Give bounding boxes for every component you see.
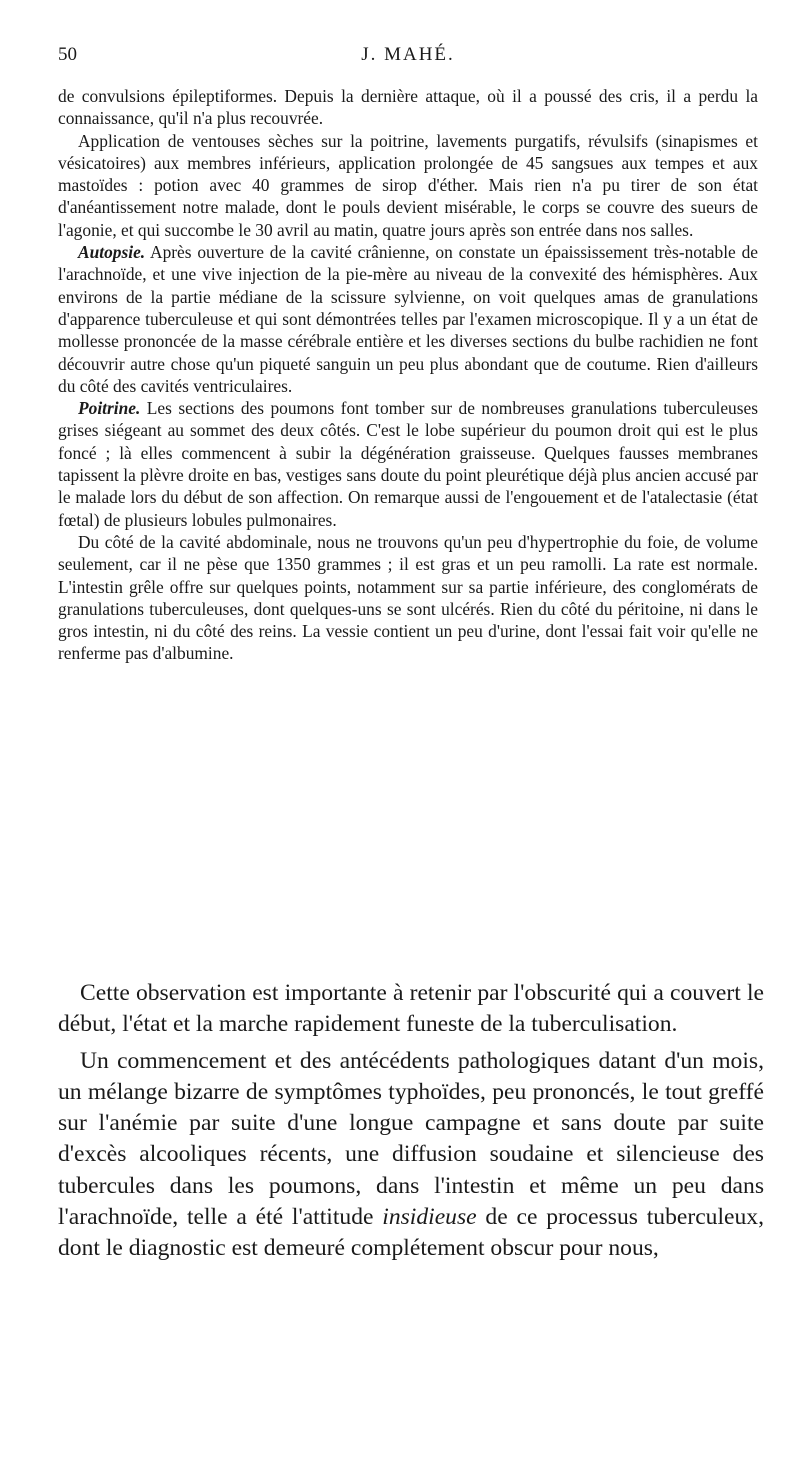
page-number: 50 — [58, 44, 77, 65]
summary-text-end: de ce processus tuberculeux, dont le diagnostic est demeuré complétement obscur pour nous, — [58, 1203, 764, 1261]
paragraph-chest — [58, 397, 758, 531]
paragraph-treatment: Application de ventouses sèches sur la poitrine, lavements purgatifs, révulsifs (sinapismes et vésicatoires) aux membres inférieurs, application prolongée de 45 sangsues aux tempes et aux mastoïdes : potion avec 40 grammes de sirop d'éther. Mais rien n'a pu tirer de son état d'anéantissement notre malade, dont le pouls devient misérable, le corps se couvre des sueurs de l'agonie, et qui succombe le 30 avril au matin, quatre jours après son entrée dans nos salles. — [58, 130, 758, 240]
paragraph-summary — [58, 1046, 764, 1264]
paragraph-convulsions: de convulsions épileptiformes. Depuis la dernière attaque, où il a poussé des cris, il a perdu la connaissance, qu'il n'a plus recouvrée. — [58, 86, 758, 129]
autopsy-heading: Autopsie. — [78, 242, 146, 263]
observation-text — [58, 85, 758, 665]
autopsy-text: Après ouverture de la cavité crânienne, on constate un épaississement très-notable de l'arachnoïde, et une vive injection de la pie-mère au niveau de la convexité des hémisphères. Aux environs de la partie médiane de la scissure sylvienne, on voit quelques amas de granulations d'apparence tuberculeuse et qui sont démontrées telles par l'examen microscopique. Il y a un état de mollesse prononcée de la masse cérébrale entière et les diverses sections du bulbe rachidien ne font découvrir autre chose qu'un piqueté sanguin un peu plus abondant que de coutume. Rien d'ailleurs du côté des cavités ventriculaires. — [58, 242, 758, 396]
paragraph-importance: Cette observation est importante à retenir par l'obscurité qui a couvert le début, l'état et la marche rapidement funeste de la tuberculisation. — [58, 980, 764, 1038]
summary-text-start: Un commencement et des antécédents pathologiques datant d'un mois, un mélange bizarre de symptômes typhoïdes, peu prononcés, le tout greffé sur l'anémie par suite d'une longue campagne et sans doute par suite d'excès alcooliques récents, une diffusion soudaine et silencieuse des tubercules dans les poumons, dans l'intestin et même un peu dans l'arachnoïde, telle a été l'attitude — [58, 1048, 764, 1230]
chest-heading: Poitrine. — [78, 398, 141, 419]
running-title: J. MAHÉ. — [361, 44, 455, 65]
summary-italic-word: insidieuse — [382, 1203, 477, 1230]
paragraph-autopsy — [58, 241, 758, 397]
chest-text: Les sections des poumons font tomber sur de nombreuses granulations tuberculeuses grises siégeant au sommet des deux côtés. C'est le lobe supérieur du poumon droit qui est le plus foncé ; là elles commencent à subir la dégénération graisseuse. Quelques fausses membranes tapissent la plèvre droite en bas, vestiges sans doute du point pleurétique déjà plus ancien accusé par le malade lors du début de son affection. On remarque aussi de l'engouement et de l'atalectasie (état fœtal) de plusieurs lobules pulmonaires. — [58, 398, 758, 530]
running-head — [58, 44, 758, 74]
paragraph-abdomen: Du côté de la cavité abdominale, nous ne trouvons qu'un peu d'hypertrophie du foie, de volume seulement, car il ne pèse que 1350 grammes ; il est gras et un peu ramolli. La rate est normale. L'intestin grêle offre sur quelques points, notamment sur sa partie inférieure, des conglomérats de granulations tuberculeuses, dont quelques-uns se sont ulcérés. Rien du côté du péritoine, ni dans le gros intestin, ni du côté des reins. La vessie contient un peu d'urine, dont l'essai fait voir qu'elle ne renferme pas d'albumine. — [58, 531, 758, 664]
commentary-text — [58, 978, 764, 1264]
